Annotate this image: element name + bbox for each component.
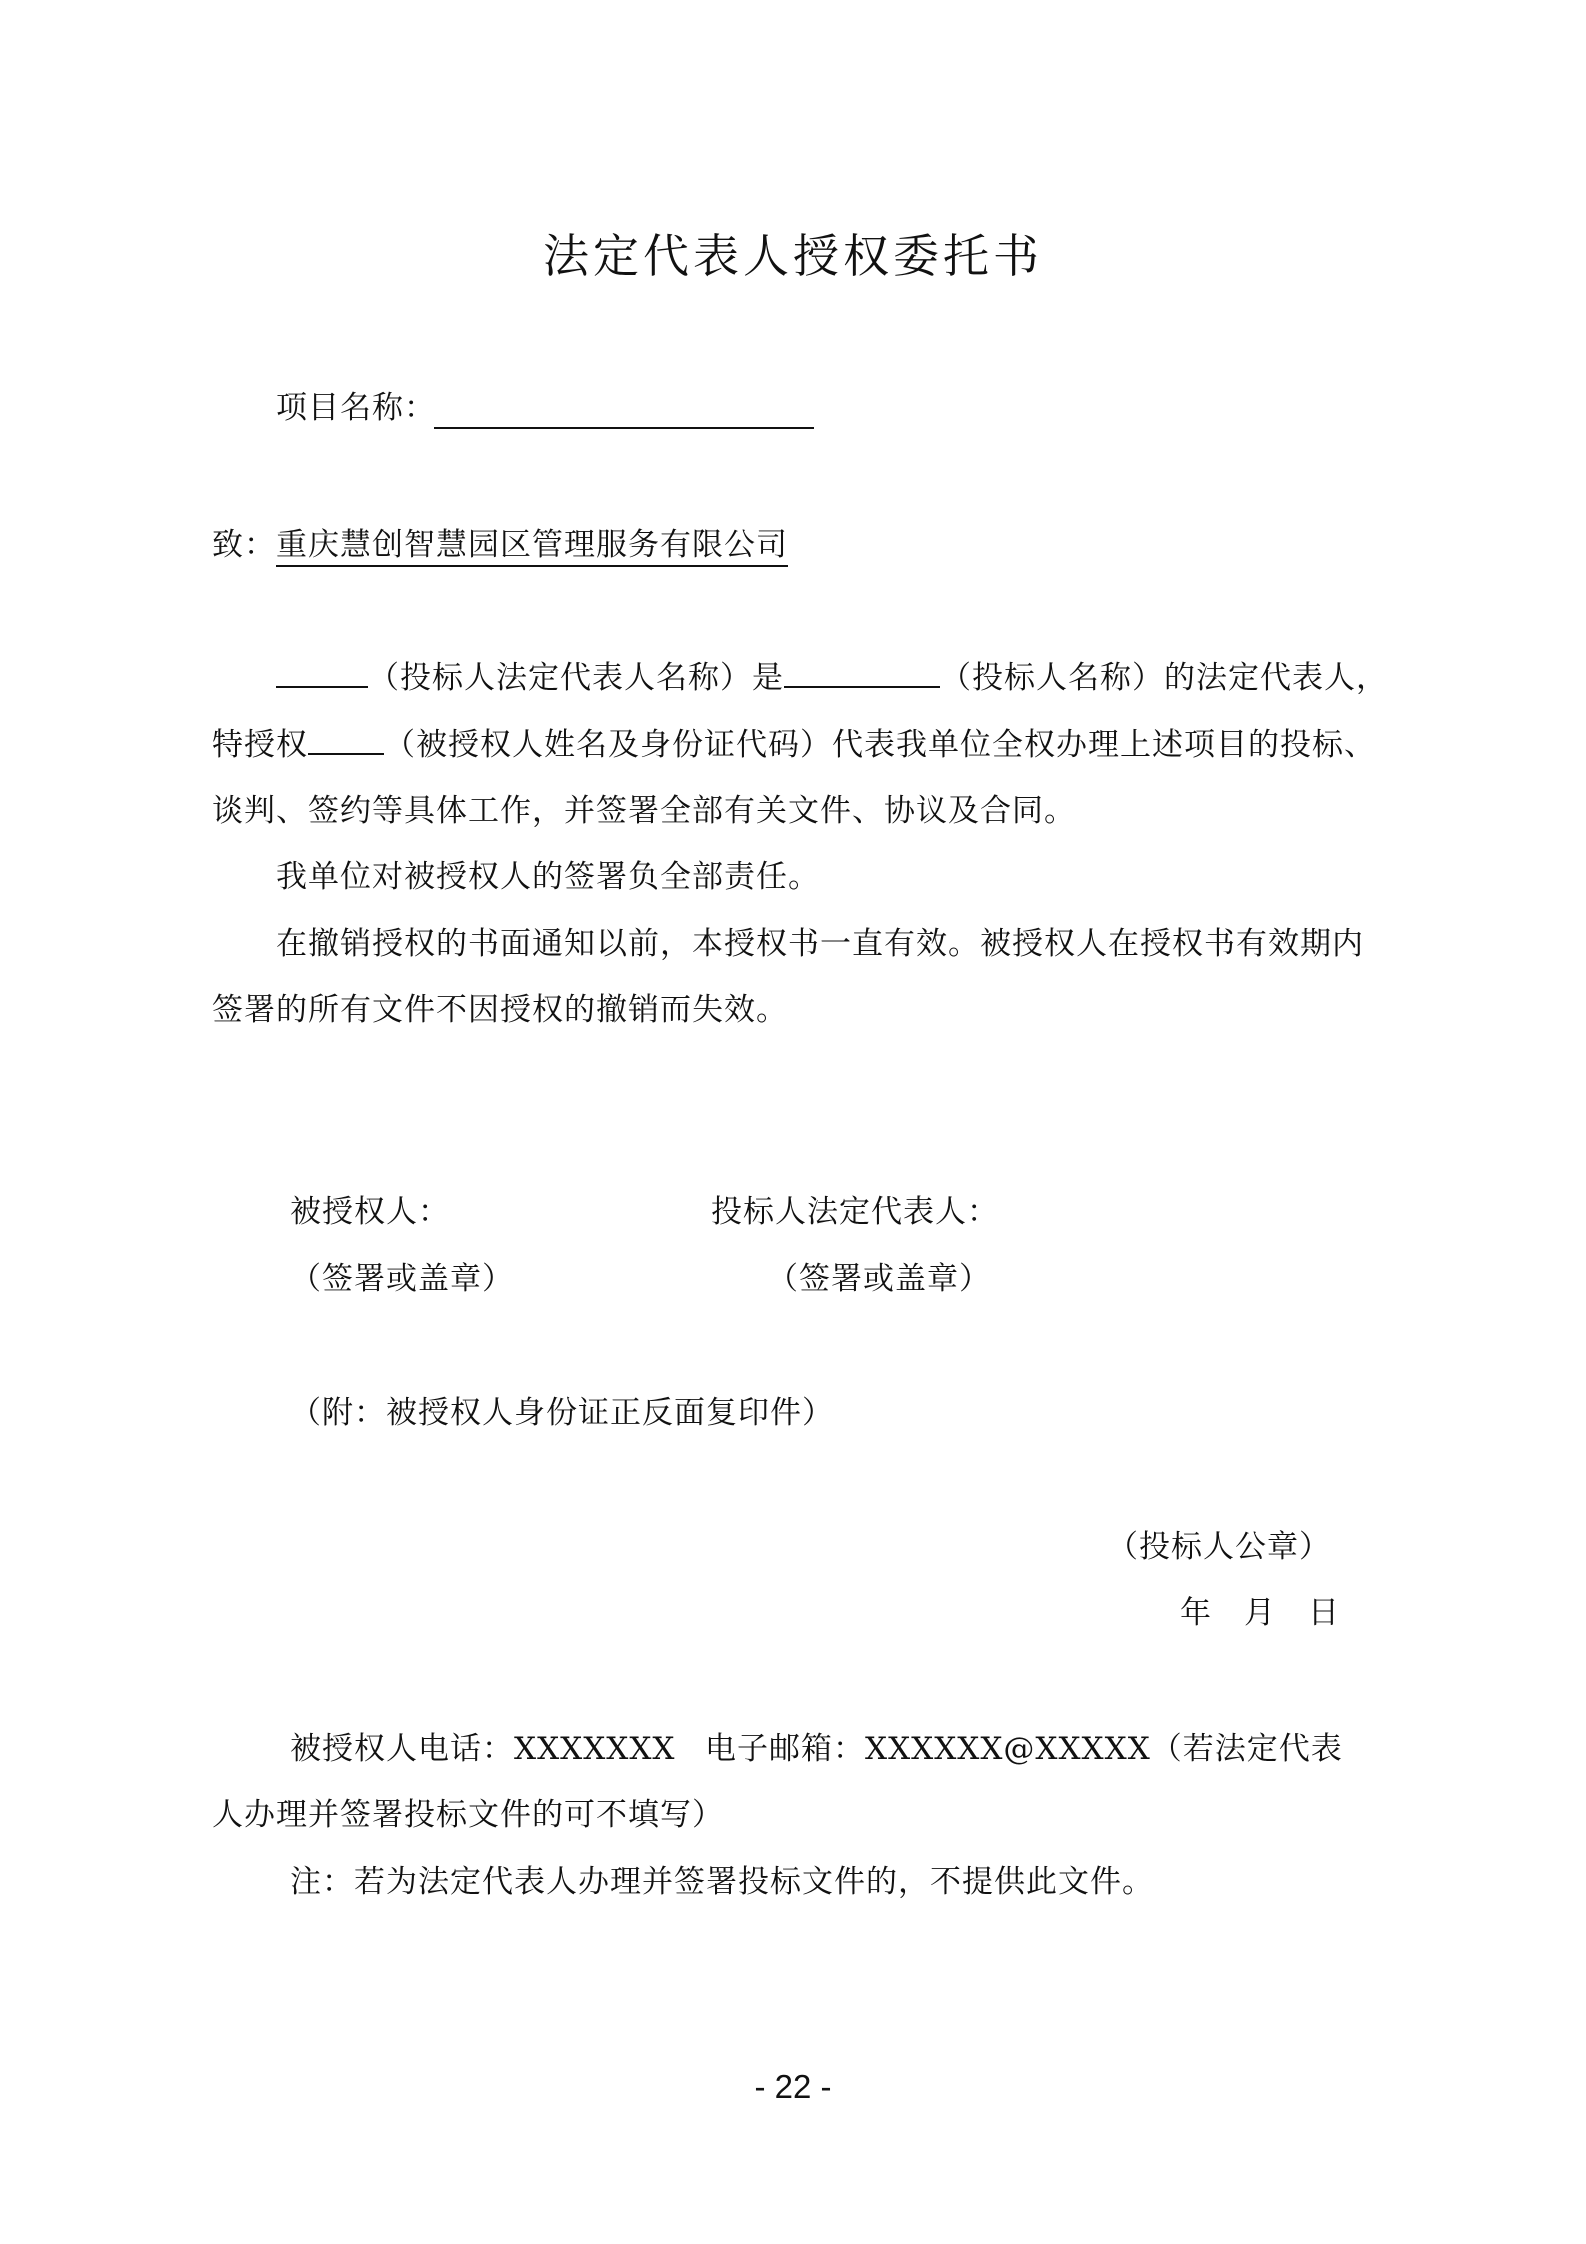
contact-line2: 人办理并签署投标文件的可不填写） (212, 1797, 724, 1833)
attachment-note: （附：被授权人身份证正反面复印件） (290, 1395, 834, 1431)
project-name-label-text: 项目名称： (276, 390, 436, 426)
authorized-person-blank (308, 752, 384, 755)
addressee-company: 重庆慧创智慧园区管理服务有限公司 (276, 527, 788, 567)
legal-rep-label: 投标人法定代表人： (711, 1194, 999, 1230)
para1-line1-a: （投标人法定代表人名称）是 (368, 660, 784, 696)
legal-rep-name-blank (276, 685, 368, 688)
project-name-blank (434, 426, 814, 429)
para2: 我单位对被授权人的签署负全部责任。 (276, 859, 820, 895)
para1-line1-b: （投标人名称）的法定代表人， (940, 660, 1388, 696)
date-line: 年 月 日 (1180, 1595, 1340, 1631)
project-name-label (276, 390, 436, 426)
para1-line1 (276, 660, 1388, 696)
para1-line2 (212, 727, 1376, 763)
footnote: 注：若为法定代表人办理并签署投标文件的，不提供此文件。 (290, 1864, 1154, 1900)
bidder-name-blank (784, 685, 940, 688)
para1-line3: 谈判、签约等具体工作，并签署全部有关文件、协议及合同。 (212, 793, 1076, 829)
para1-line2-b: （被授权人姓名及身份证代码）代表我单位全权办理上述项目的投标、 (384, 727, 1376, 763)
addressee-prefix: 致： (212, 527, 276, 563)
authorized-person-label: 被授权人： (290, 1194, 450, 1230)
para1-line2-a: 特授权 (212, 727, 308, 763)
sign-note-right: （签署或盖章） (767, 1261, 991, 1297)
contact-email: 电子邮箱：XXXXXX@XXXXX（若法定代表 (705, 1731, 1343, 1767)
para3-line1: 在撤销授权的书面通知以前，本授权书一直有效。被授权人在授权书有效期内 (276, 926, 1364, 962)
page-number: - 22 - (754, 2068, 832, 2105)
company-seal: （投标人公章） (1107, 1529, 1331, 1565)
addressee-line (212, 527, 788, 563)
document-title: 法定代表人授权委托书 (543, 229, 1043, 283)
para3-line2: 签署的所有文件不因授权的撤销而失效。 (212, 992, 788, 1028)
contact-phone: 被授权人电话：XXXXXXX (290, 1731, 676, 1767)
sign-note-left: （签署或盖章） (290, 1261, 514, 1297)
